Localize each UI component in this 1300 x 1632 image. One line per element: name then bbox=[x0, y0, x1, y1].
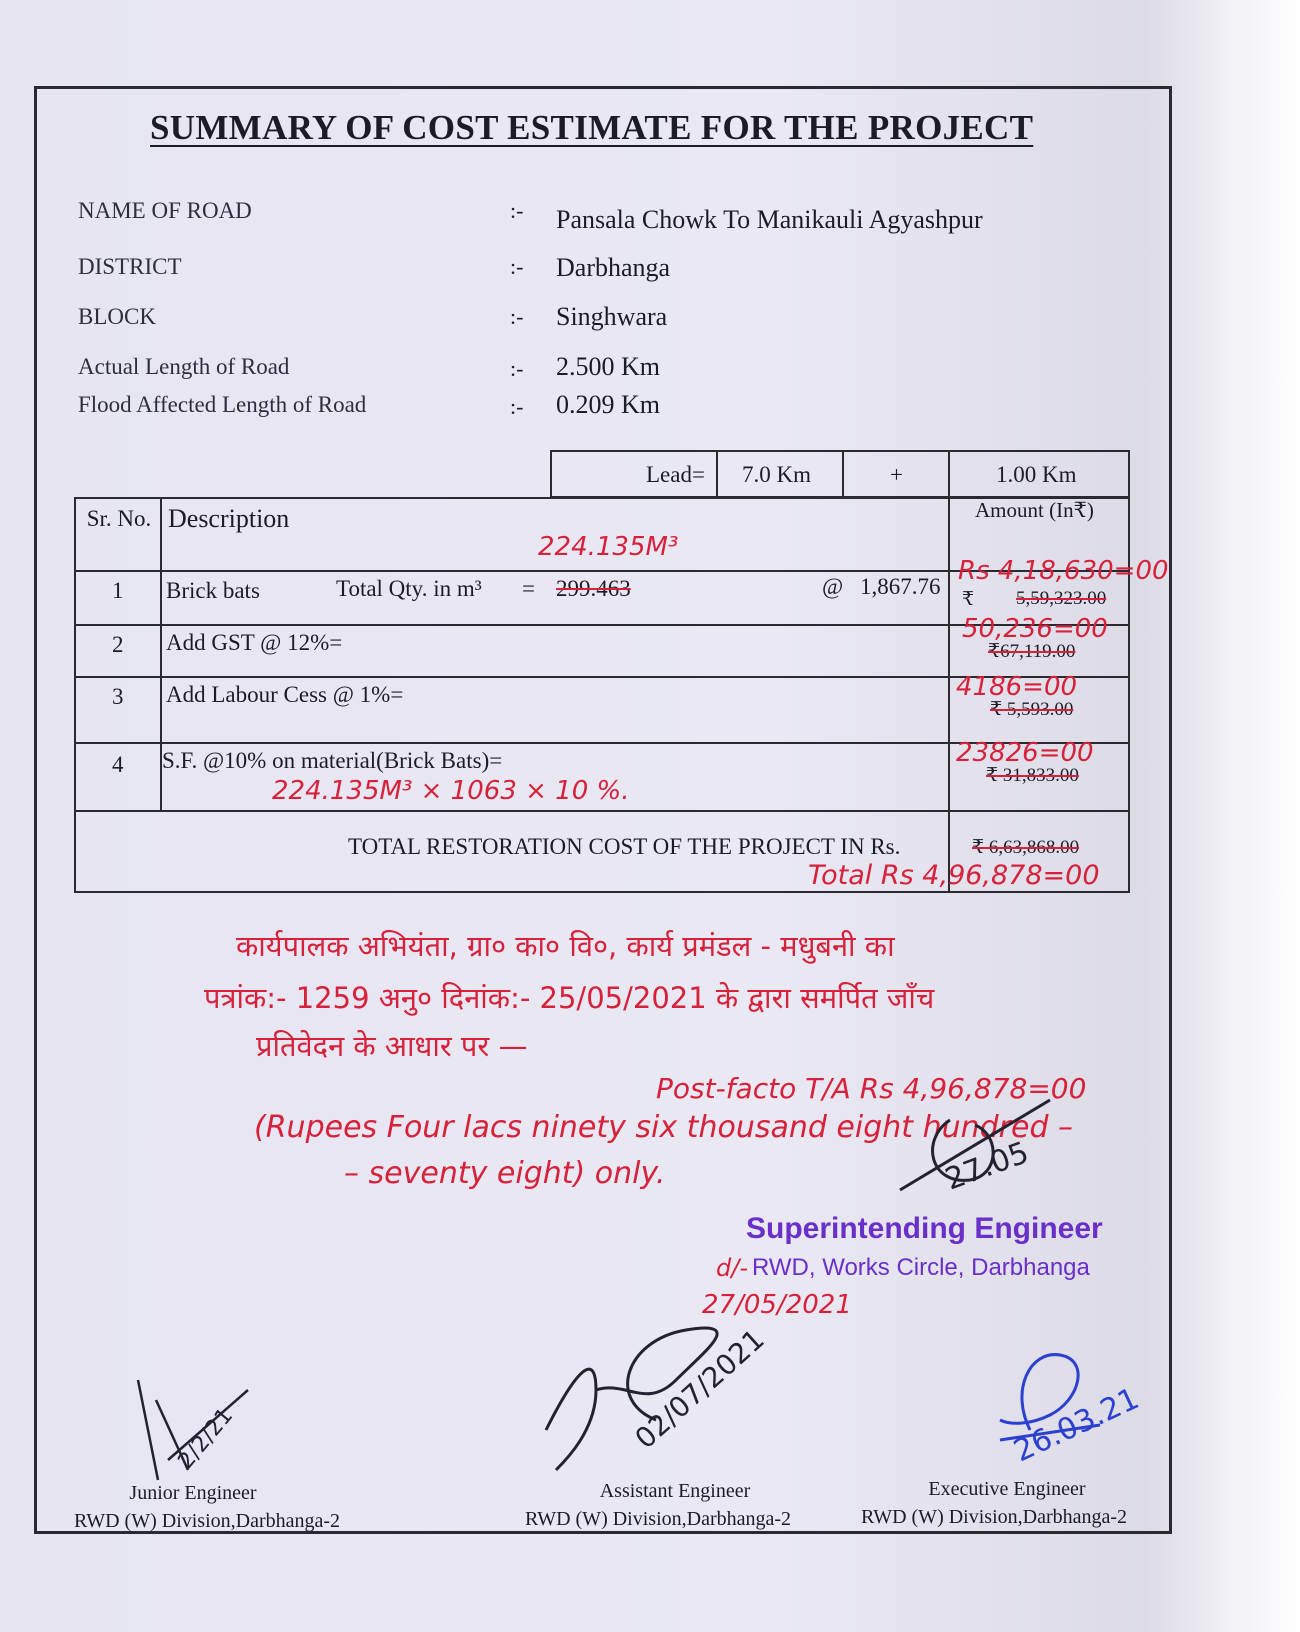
row1-equals: = bbox=[522, 576, 535, 601]
header-sr-no: Sr. No. bbox=[86, 506, 152, 531]
total-amount: ₹ 6,63,868.00 bbox=[972, 837, 1080, 858]
flood-length-value: 0.209 Km bbox=[556, 390, 660, 419]
row1-quantity: 299.463 bbox=[556, 576, 631, 601]
row1-rate: 1,867.76 bbox=[860, 574, 941, 599]
table-col-line-2 bbox=[948, 497, 950, 893]
row1-rupee-sign: ₹ bbox=[962, 589, 975, 610]
row3-sr: 3 bbox=[112, 684, 124, 709]
row1-sr: 1 bbox=[112, 578, 124, 603]
row1-qty-label: Total Qty. in m³ bbox=[336, 576, 482, 601]
handwritten-amount-2: 50,236=00 bbox=[962, 614, 1108, 644]
se-date: 27.05 bbox=[940, 1135, 1034, 1198]
row1-amount: 5,59,323.00 bbox=[1016, 588, 1107, 609]
handwritten-hindi-line-2: पत्रांक:- 1259 अनु० दिनांक:- 25/05/2021 के द्वारा समर्पित जाँच bbox=[204, 981, 935, 1015]
lead-label: Lead= bbox=[646, 462, 705, 487]
district-separator: :- bbox=[510, 254, 524, 279]
district-value: Darbhanga bbox=[556, 253, 671, 282]
stamp-office: RWD, Works Circle, Darbhanga bbox=[752, 1254, 1090, 1281]
assistant-engineer-signature bbox=[536, 1310, 816, 1480]
row2-amount: ₹67,119.00 bbox=[988, 641, 1076, 662]
page-title: SUMMARY OF COST ESTIMATE FOR THE PROJECT bbox=[150, 108, 1034, 147]
lead-value-2: 1.00 Km bbox=[996, 462, 1077, 487]
superintending-engineer-initials bbox=[880, 1080, 1080, 1220]
block-label: BLOCK bbox=[78, 304, 156, 329]
ee-date: 26.03.21 bbox=[1008, 1381, 1145, 1470]
block-value: Singhwara bbox=[556, 302, 668, 331]
assistant-engineer-title: Assistant Engineer bbox=[599, 1480, 751, 1502]
row2-description: Add GST @ 12%= bbox=[166, 630, 343, 655]
ae-date: 02/07/2021 bbox=[628, 1322, 771, 1456]
executive-engineer-office: RWD (W) Division,Darbhanga-2 bbox=[860, 1506, 1128, 1528]
stamp-mark: d/- bbox=[716, 1254, 748, 1282]
handwritten-amount-1: Rs 4,18,630=00 bbox=[958, 556, 1169, 586]
length-value: 2.500 Km bbox=[556, 352, 660, 381]
length-separator: :- bbox=[510, 356, 524, 381]
total-label: TOTAL RESTORATION COST OF THE PROJECT IN Rs. bbox=[348, 834, 901, 859]
assistant-engineer-office: RWD (W) Division,Darbhanga-2 bbox=[524, 1508, 792, 1530]
row1-at: @ bbox=[822, 574, 844, 599]
row3-amount: ₹ 5,593.00 bbox=[990, 699, 1074, 720]
junior-engineer-office: RWD (W) Division,Darbhanga-2 bbox=[74, 1510, 341, 1532]
road-name-separator: :- bbox=[510, 198, 524, 223]
lead-plus: + bbox=[890, 462, 903, 487]
road-name-value: Pansala Chowk To Manikauli Agyashpur bbox=[556, 205, 983, 234]
handwritten-amount-words-1: (Rupees Four lacs ninety six thousand eight hundred – bbox=[254, 1110, 1074, 1145]
handwritten-hindi-line-3: प्रतिवेदन के आधार पर — bbox=[256, 1029, 528, 1063]
stamp-designation: Superintending Engineer bbox=[746, 1212, 1103, 1245]
length-label: Actual Length of Road bbox=[78, 354, 290, 379]
row4-description: S.F. @10% on material(Brick Bats)= bbox=[162, 748, 503, 773]
handwritten-amount-4: 23826=00 bbox=[956, 738, 1094, 768]
handwritten-total: Total Rs 4,96,878=00 bbox=[808, 860, 1100, 891]
je-date: 2/2/21 bbox=[173, 1403, 239, 1474]
executive-engineer-title: Executive Engineer bbox=[928, 1478, 1086, 1500]
district-label: DISTRICT bbox=[78, 254, 182, 279]
block-separator: :- bbox=[510, 304, 524, 329]
handwritten-amount-3: 4186=00 bbox=[956, 672, 1078, 702]
lead-value-1: 7.0 Km bbox=[742, 462, 811, 487]
junior-engineer-signature bbox=[128, 1370, 278, 1490]
junior-engineer-title: Junior Engineer bbox=[129, 1482, 257, 1504]
flood-length-label: Flood Affected Length of Road bbox=[78, 392, 367, 417]
row2-sr: 2 bbox=[112, 632, 124, 657]
header-description: Description bbox=[168, 504, 290, 533]
handwritten-amount-words-2: – seventy eight) only. bbox=[344, 1156, 666, 1191]
handwritten-sf-note: 224.135M³ × 1063 × 10 %. bbox=[272, 776, 630, 806]
handwritten-qty-correction: 224.135M³ bbox=[538, 532, 679, 562]
header-amount: Amount (In₹) bbox=[975, 498, 1094, 522]
road-name-label: NAME OF ROAD bbox=[78, 198, 252, 223]
lead-divider-2 bbox=[948, 450, 950, 498]
table-row-line bbox=[74, 810, 1130, 812]
handwritten-hindi-line-1: कार्यपालक अभियंता, ग्रा० का० वि०, कार्य प्रमंडल - मधुबनी का bbox=[236, 929, 895, 963]
row4-amount: ₹ 31,833.00 bbox=[986, 765, 1079, 786]
row4-sr: 4 bbox=[112, 752, 124, 777]
handwritten-post-facto: Post-facto T/A Rs 4,96,878=00 bbox=[656, 1072, 1087, 1105]
executive-engineer-signature bbox=[990, 1330, 1190, 1470]
stamp-date: 27/05/2021 bbox=[702, 1290, 852, 1320]
flood-length-separator: :- bbox=[510, 394, 524, 419]
row3-description: Add Labour Cess @ 1%= bbox=[166, 682, 404, 707]
row1-description: Brick bats bbox=[166, 578, 260, 603]
